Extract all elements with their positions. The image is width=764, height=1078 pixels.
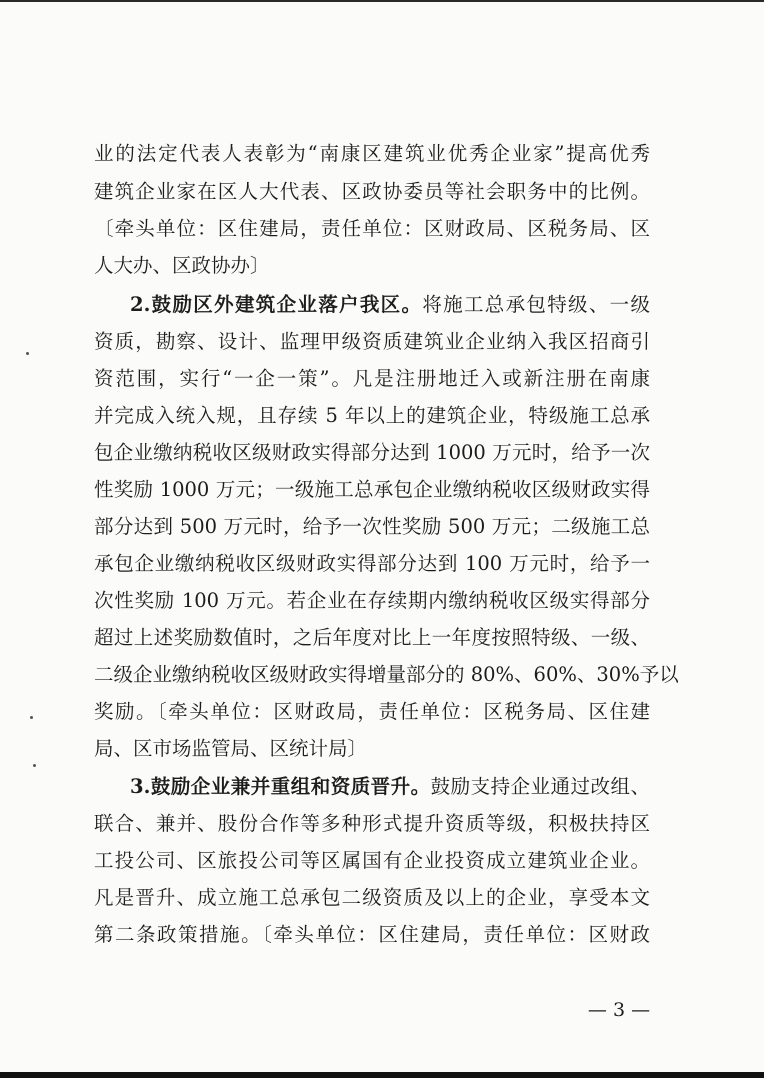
page-number: — 3 — <box>587 999 651 1021</box>
text-line-12: 承包企业缴纳税收区级财政实得部分达到 100 万元时，给予一 <box>94 552 650 575</box>
scan-top-edge <box>0 0 764 2</box>
scan-speck-middle <box>30 716 33 719</box>
text-line-16: 奖励。〔牵头单位：区财政局，责任单位：区税务局、区住建 <box>94 700 650 723</box>
text-line-11: 部分达到 500 万元时，给予一次性奖励 500 万元；二级施工总 <box>94 515 650 538</box>
text-line-10: 性奖励 1000 万元；一级施工总承包企业缴纳税收区级财政实得 <box>94 478 650 501</box>
text-line-21: 工投公司、区旅投公司等区属国有企业投资成立建筑业企业。 <box>94 849 650 872</box>
scan-bottom-edge <box>0 1072 764 1078</box>
text-line-7: 资范围，实行“一企一策”。凡是注册地迁入或新注册在南康 <box>94 367 650 390</box>
section-2-heading: 2.鼓励区外建筑企业落户我区。 <box>130 293 423 316</box>
section-3-first-line-text: 鼓励支持企业通过改组、 <box>430 775 650 798</box>
scan-speck-upper <box>26 352 29 355</box>
text-line-15: 二级企业缴纳税收区级财政实得增量部分的 80%、60%、30%予以 <box>94 663 679 686</box>
text-line-1: 业的法定代表人表彰为“南康区建筑业优秀企业家”提高优秀 <box>94 142 650 165</box>
text-line-6: 资质，勘察、设计、监理甲级资质建筑业企业纳入我区招商引 <box>94 330 650 353</box>
text-line-3: 〔牵头单位：区住建局，责任单位：区财政局、区税务局、区 <box>94 217 650 240</box>
text-line-4: 人大办、区政协办〕 <box>94 254 270 277</box>
text-line-23: 第二条政策措施。〔牵头单位：区住建局，责任单位：区财政 <box>94 923 650 946</box>
section-2-first-line-text: 将施工总承包特级、一级 <box>422 293 650 316</box>
text-line-9: 包企业缴纳税收区级财政实得部分达到 1000 万元时，给予一次 <box>94 441 650 464</box>
text-line-8: 并完成入统入规，且存续 5 年以上的建筑企业，特级施工总承 <box>94 404 650 427</box>
text-line-2: 建筑企业家在区人大代表、区政协委员等社会职务中的比例。 <box>94 180 650 203</box>
text-line-13: 次性奖励 100 万元。若企业在存续期内缴纳税收区级实得部分 <box>94 589 650 612</box>
text-line-20: 联合、兼并、股份合作等多种形式提升资质等级，积极扶持区 <box>94 812 650 835</box>
text-line-22: 凡是晋升、成立施工总承包二级资质及以上的企业，享受本文 <box>94 886 650 909</box>
text-line-14: 超过上述奖励数值时，之后年度对比上一年度按照特级、一级、 <box>94 626 650 649</box>
section-3-heading: 3.鼓励企业兼并重组和资质晋升。 <box>130 775 431 798</box>
scan-speck-lower <box>33 764 36 767</box>
text-line-17: 局、区市场监管局、区统计局〕 <box>94 737 368 760</box>
